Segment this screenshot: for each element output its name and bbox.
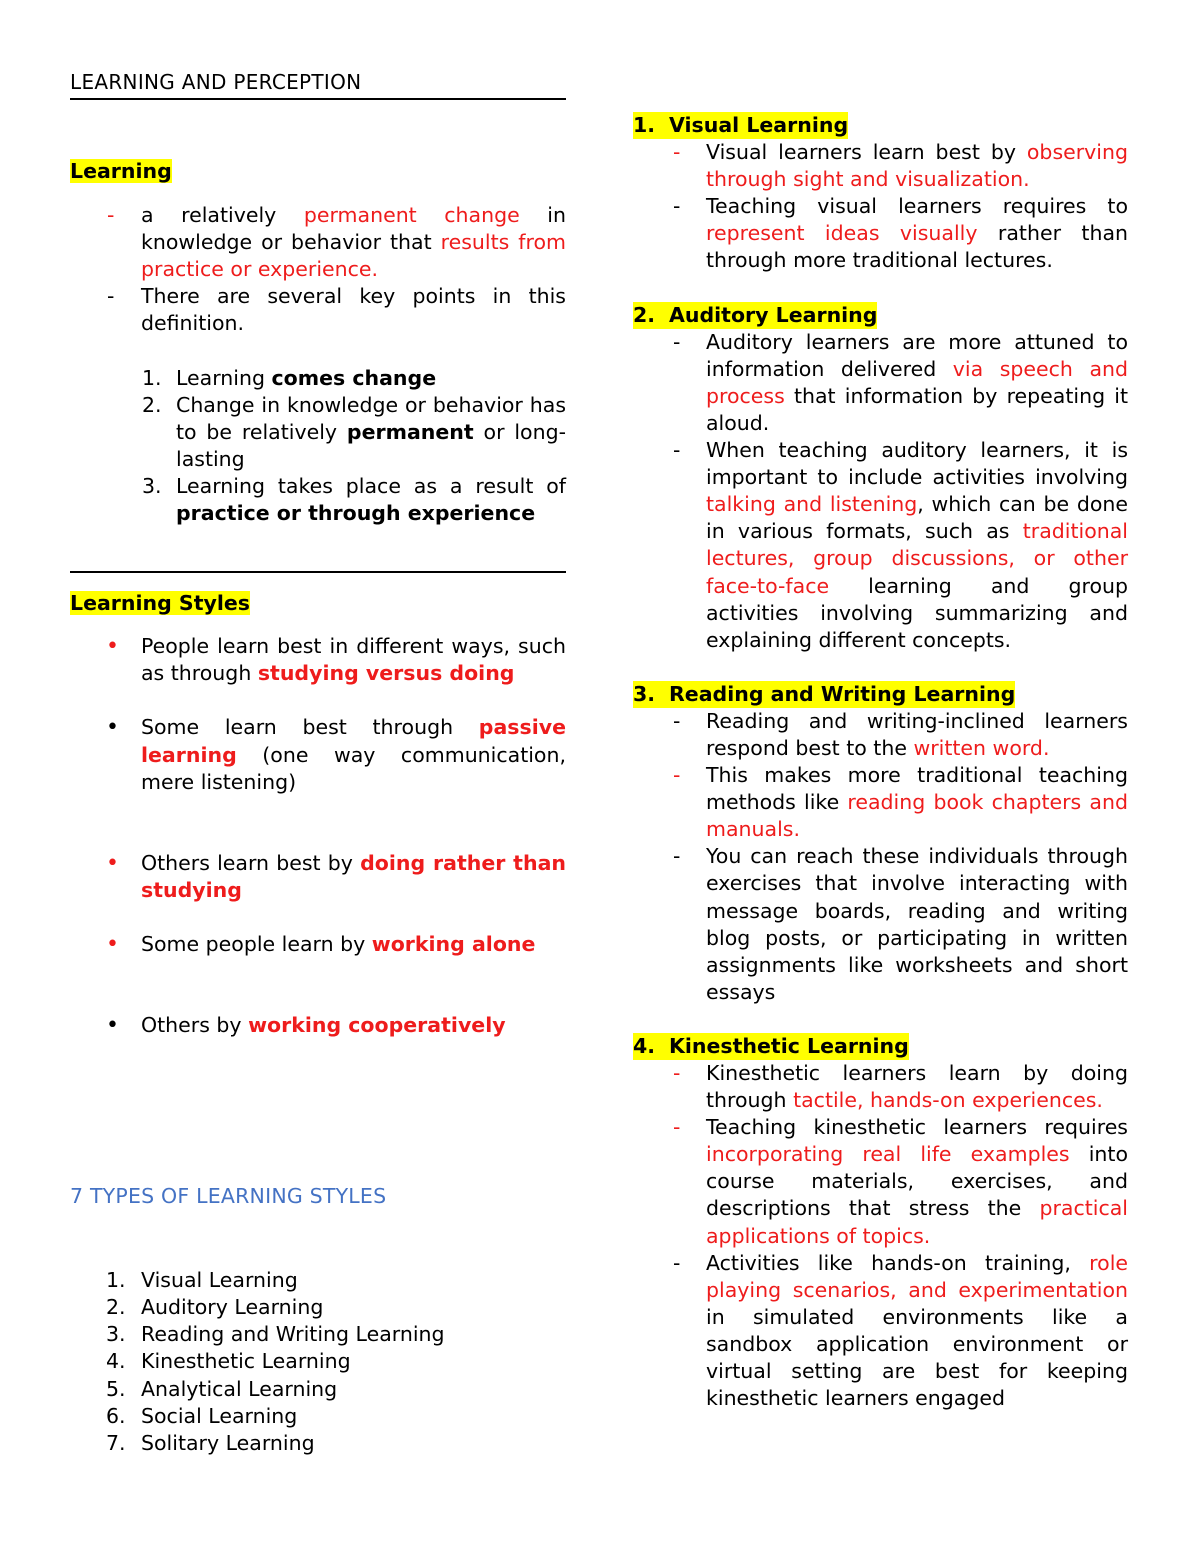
- bullet-icon: •: [106, 634, 119, 660]
- list-item: • Some people learn by working alone: [70, 931, 566, 958]
- list-item: 3. Reading and Writing Learning: [106, 1322, 445, 1347]
- learning-section: [70, 158, 566, 527]
- list-item: 2. Auditory Learning: [106, 1295, 324, 1320]
- title-rule: [70, 98, 566, 100]
- learning-keypoints-item: - There are several key points in this definition.: [70, 283, 566, 337]
- kinesthetic-section: [633, 1033, 1128, 1412]
- list-item: - Teaching kinesthetic learners requires incorporating real life examples into course materials, exercises, and descriptions that stress the practical applications of topics.: [673, 1115, 1128, 1248]
- auditory-section: [633, 302, 1128, 654]
- list-item: - Visual learners learn best by observing through sight and visualization.: [673, 140, 1128, 192]
- list-item: • Others by working cooperatively: [70, 1012, 566, 1039]
- list-item: - Reading and writing-inclined learners respond best to the written word.: [673, 708, 1128, 760]
- list-item: - Activities like hands-on training, role playing scenarios, and experimentation in simulated environments like a sandbox application environment or virtual setting are best for keeping kinesthetic learners engaged: [673, 1250, 1128, 1411]
- visual-section: [633, 112, 1128, 275]
- kinesthetic-heading: 4. Kinesthetic Learning: [633, 1033, 1128, 1060]
- section-rule: [70, 571, 566, 573]
- list-item: - Teaching visual learners requires to represent ideas visually rather than through more traditional lectures.: [673, 194, 1128, 273]
- list-item: 2. Change in knowledge or behavior has to be relatively permanent or long-lasting: [142, 392, 566, 471]
- reading-heading: 3. Reading and Writing Learning: [633, 681, 1128, 708]
- list-item: - Auditory learners are more attuned to information delivered via speech and process that information by repeating it aloud.: [673, 329, 1129, 435]
- list-item: - When teaching auditory learners, it is important to include activities involving talking and listening, which can be done in various formats, such as traditional lectures, group discussions, or other face-to-face learning and group activities involving summarizing and explaining different concepts.: [673, 438, 1128, 652]
- dash-marker: -: [107, 203, 115, 228]
- list-item: - You can reach these individuals through exercises that involve interacting with message boards, reading and writing blog posts, or participating in written assignments like worksheets and short essays: [673, 844, 1128, 1004]
- learning-styles-section: [70, 590, 566, 1039]
- bullet-icon: •: [106, 1012, 119, 1038]
- learning-heading: Learning: [70, 159, 172, 183]
- right-column: [633, 112, 1128, 1412]
- reading-section: [633, 681, 1128, 1006]
- page-title: LEARNING AND PERCEPTION: [70, 70, 362, 94]
- list-item: - Kinesthetic learners learn by doing through tactile, hands-on experiences.: [673, 1061, 1128, 1113]
- auditory-heading: 2. Auditory Learning: [633, 302, 1128, 329]
- bullet-icon: •: [106, 715, 119, 741]
- dash-marker: -: [107, 284, 115, 309]
- key-points-list: [70, 365, 566, 528]
- list-item: • Some learn best through passive learning (one way communication, mere listening): [70, 714, 566, 795]
- left-column: [70, 69, 566, 1457]
- bullet-icon: •: [106, 850, 119, 876]
- types-heading: 7 TYPES OF LEARNING STYLES: [70, 1184, 387, 1209]
- learning-def-item: - a relatively permanent change in knowledge or behavior that results from practice or experience.: [70, 202, 566, 283]
- types-section: [70, 1183, 566, 1457]
- list-item: 1. Learning comes change: [142, 365, 437, 390]
- list-item: 3. Learning takes place as a result of practice or through experience: [142, 473, 566, 526]
- list-item: 1. Visual Learning: [106, 1268, 298, 1293]
- list-item: • People learn best in different ways, such as through studying versus doing: [70, 633, 566, 687]
- list-item: • Others learn best by doing rather than studying: [70, 850, 566, 904]
- visual-heading: 1. Visual Learning: [633, 112, 1128, 139]
- list-item: 7. Solitary Learning: [106, 1430, 315, 1455]
- list-item: 4. Kinesthetic Learning: [106, 1349, 351, 1374]
- bullet-icon: •: [106, 931, 119, 957]
- list-item: - This makes more traditional teaching methods like reading book chapters and manuals.: [673, 763, 1128, 842]
- learning-styles-heading: Learning Styles: [70, 591, 250, 616]
- types-list: [70, 1267, 566, 1457]
- list-item: 5. Analytical Learning: [106, 1376, 338, 1401]
- list-item: 6. Social Learning: [106, 1403, 298, 1428]
